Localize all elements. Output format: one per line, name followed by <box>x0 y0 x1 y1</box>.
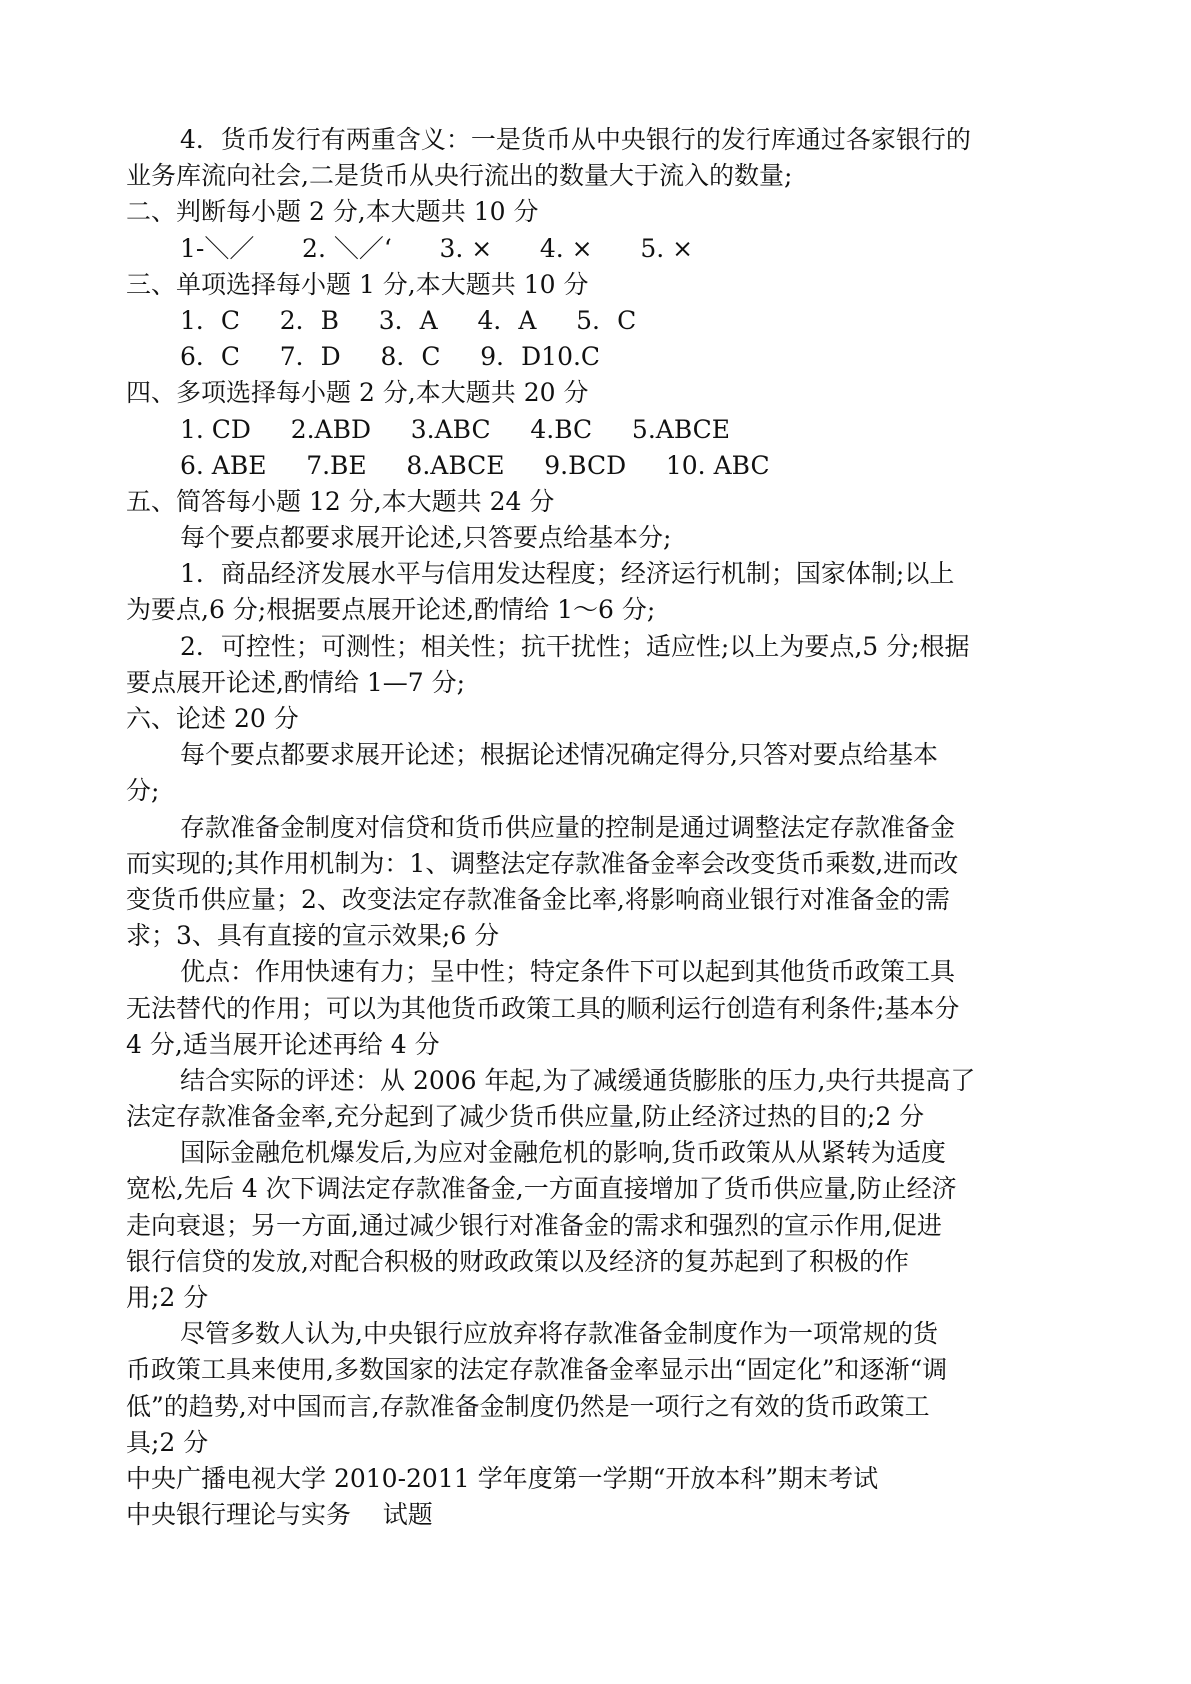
answer-row: 1．C 2．B 3．A 4．A 5．C <box>180 305 637 335</box>
text-line: 法定存款准备金率,充分起到了减少货币供应量,防止经济过热的目的;2 分 <box>126 1102 925 1132</box>
text-line: 业务库流向社会,二是货币从央行流出的数量大于流入的数量; <box>126 161 793 191</box>
exam-title: 中央广播电视大学 2010-2011 学年度第一学期“开放本科”期末考试 <box>126 1463 879 1493</box>
answer-row: 6．C 7．D 8．C 9．D10.C <box>180 342 601 372</box>
text-line: 分; <box>126 776 160 806</box>
text-line: 每个要点都要求展开论述；根据论述情况确定得分,只答对要点给基本 <box>180 740 938 770</box>
text-line: 存款准备金制度对信贷和货币供应量的控制是通过调整法定存款准备金 <box>180 812 956 842</box>
section-heading: 二、判断每小题 2 分,本大题共 10 分 <box>126 197 539 227</box>
text-line: 2．可控性；可测性；相关性；抗干扰性；适应性;以上为要点,5 分;根据 <box>180 631 970 661</box>
answer-row: 1. CD 2.ABD 3.ABC 4.BC 5.ABCE <box>180 414 731 444</box>
text-line: 要点展开论述,酌情给 1—7 分; <box>126 667 466 697</box>
text-line: 尽管多数人认为,中央银行应放弃将存款准备金制度作为一项常规的货 <box>180 1319 938 1349</box>
text-line: 为要点,6 分;根据要点展开论述,酌情给 1～6 分; <box>126 595 656 625</box>
answer-row: 6. ABE 7.BE 8.ABCE 9.BCD 10. ABC <box>180 450 770 480</box>
exam-subtitle: 中央银行理论与实务 试题 <box>126 1500 433 1530</box>
text-line: 求；3、具有直接的宣示效果;6 分 <box>126 921 500 951</box>
text-line: 具;2 分 <box>126 1427 209 1457</box>
text-line: 每个要点都要求展开论述,只答要点给基本分; <box>180 523 672 553</box>
text-line: 国际金融危机爆发后,为应对金融危机的影响,货币政策从从紧转为适度 <box>180 1138 946 1168</box>
text-line: 结合实际的评述：从 2006 年起,为了减缓通货膨胀的压力,央行共提高了 <box>180 1065 976 1095</box>
text-line: 而实现的;其作用机制为：1、调整法定存款准备金率会改变货币乘数,进而改 <box>126 848 959 878</box>
text-line: 变货币供应量；2、改变法定存款准备金比率,将影响商业银行对准备金的需 <box>126 884 950 914</box>
text-line: 无法替代的作用；可以为其他货币政策工具的顺利运行创造有利条件;基本分 <box>126 993 960 1023</box>
text-line: 用;2 分 <box>126 1283 209 1312</box>
text-line: 优点：作用快速有力；呈中性；特定条件下可以起到其他货币政策工具 <box>180 957 956 987</box>
text-line: 低”的趋势,对中国而言,存款准备金制度仍然是一项行之有效的货币政策工 <box>126 1391 930 1421</box>
text-line: 4 分,适当展开论述再给 4 分 <box>126 1029 440 1059</box>
text-line: 宽松,先后 4 次下调法定存款准备金,一方面直接增加了货币供应量,防止经济 <box>126 1174 957 1204</box>
section-heading: 四、多项选择每小题 2 分,本大题共 20 分 <box>126 378 589 408</box>
section-heading: 五、简答每小题 12 分,本大题共 24 分 <box>126 486 555 516</box>
text-line: 走向衰退；另一方面,通过减少银行对准备金的需求和强烈的宣示作用,促进 <box>126 1210 942 1240</box>
section-heading: 六、论述 20 分 <box>126 704 299 733</box>
text-line: 币政策工具来使用,多数国家的法定存款准备金率显示出“固定化”和逐渐“调 <box>126 1355 948 1385</box>
answer-key-body <box>126 122 1071 1533</box>
section-heading: 三、单项选择每小题 1 分,本大题共 10 分 <box>126 269 589 299</box>
text-line: 1．商品经济发展水平与信用发达程度；经济运行机制；国家体制;以上 <box>180 559 955 589</box>
answer-row: 1-＼／ 2. ＼／‘ 3. × 4. × 5. × <box>180 233 694 263</box>
text-line: 4．货币发行有两重含义：一是货币从中央银行的发行库通过各家银行的 <box>180 125 971 154</box>
text-line: 银行信贷的发放,对配合积极的财政政策以及经济的复苏起到了积极的作 <box>126 1246 909 1276</box>
